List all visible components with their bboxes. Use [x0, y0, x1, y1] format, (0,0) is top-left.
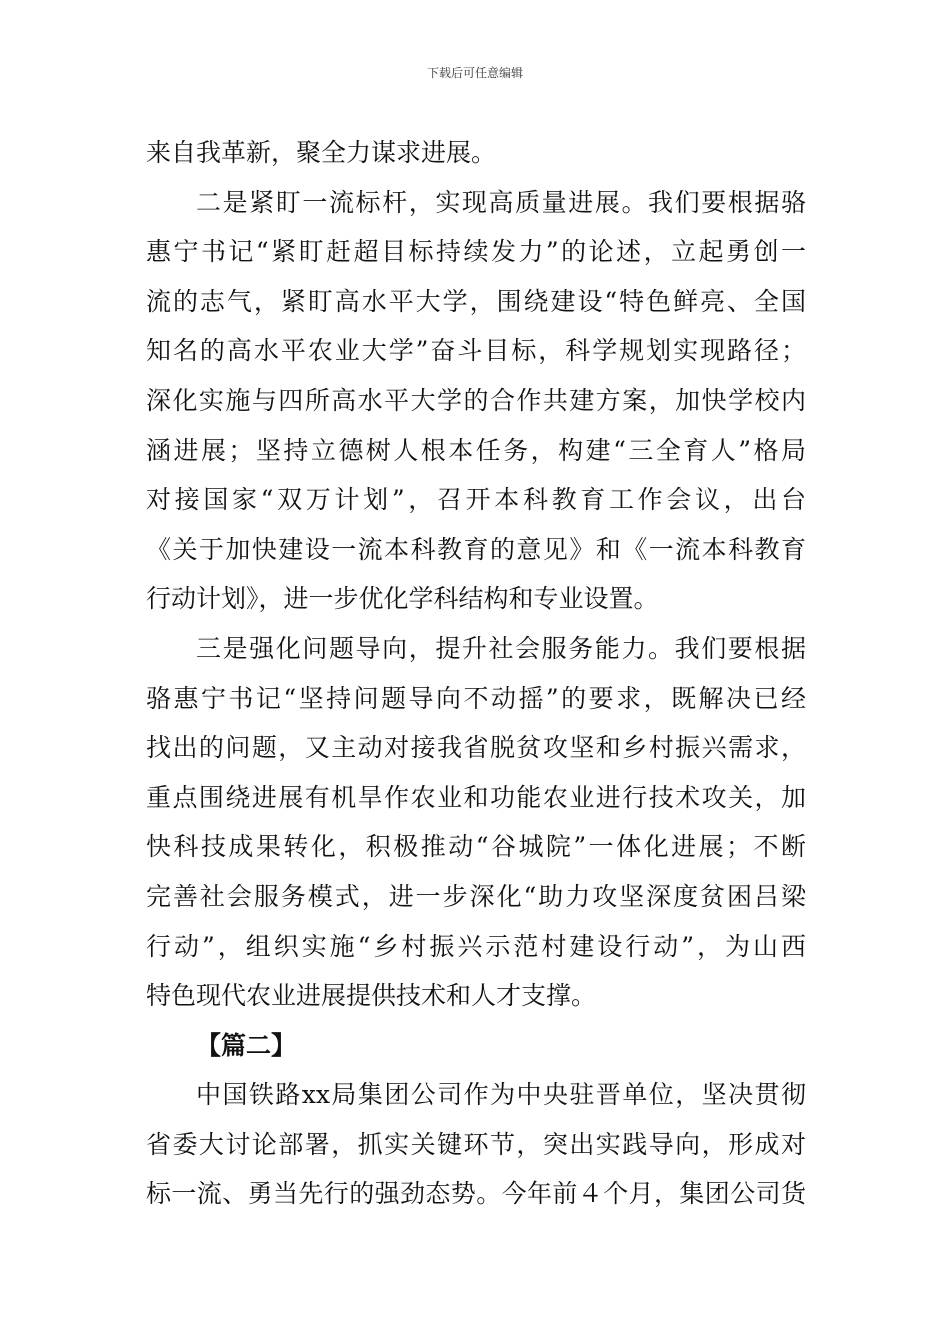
text-line: 骆惠宁书记“坚持问题导向不动摇”的要求，既解决已经: [146, 683, 806, 713]
text-line: 快科技成果转化，积极推动“谷城院”一体化进展；不断: [146, 832, 806, 862]
section-heading: [146, 1021, 806, 1071]
text-line: 来自我革新，聚全力谋求进展。: [146, 138, 497, 167]
paragraph-continuation: [146, 128, 806, 178]
text-line: 行动”，组织实施“乡村振兴示范村建设行动”，为山西: [146, 931, 806, 961]
text-line: 涵进展；坚持立德树人根本任务，构建“三全育人”格局: [146, 435, 806, 465]
page-header: 下载后可任意编辑: [426, 66, 523, 80]
text-line: 《关于加快建设一流本科教育的意见》和《一流本科教育: [146, 534, 806, 564]
text-line: 流的志气，紧盯高水平大学，围绕建设“特色鲜亮、全国: [146, 286, 806, 316]
text-line: 完善社会服务模式，进一步深化“助力攻坚深度贫困吕梁: [146, 881, 806, 911]
text-line: 知名的高水平农业大学”奋斗目标，科学规划实现路径；: [146, 336, 806, 366]
paragraph-two: [146, 178, 806, 624]
text-line: 惠宁书记“紧盯赶超目标持续发力”的论述，立起勇创一: [146, 237, 806, 267]
text-line: 深化实施与四所高水平大学的合作共建方案，加快学校内: [146, 385, 806, 415]
text-line: 二是紧盯一流标杆，实现高质量进展。我们要根据骆: [196, 187, 806, 217]
text-line: 重点围绕进展有机旱作农业和功能农业进行技术攻关，加: [146, 782, 806, 812]
text-line: 行动计划》，进一步优化学科结构和专业设置。: [146, 584, 659, 614]
text-line: 找出的问题，又主动对接我省脱贫攻坚和乡村振兴需求，: [146, 733, 806, 763]
section-heading-text: 【篇二】: [196, 1030, 297, 1060]
text-line: 三是强化问题导向，提升社会服务能力。我们要根据: [196, 633, 806, 663]
text-line: 特色现代农业进展提供技术和人才支撑。: [146, 981, 597, 1011]
document-body: [146, 128, 806, 1219]
text-line: 标一流、勇当先行的强劲态势。今年前４个月，集团公司货: [146, 1179, 806, 1209]
text-line: 对接国家“双万计划”，召开本科教育工作会议，出台: [146, 485, 806, 515]
paragraph-three: [146, 624, 806, 1021]
text-line: 中国铁路xx局集团公司作为中央驻晋单位，坚决贯彻: [196, 1080, 806, 1110]
paragraph-four: [146, 1070, 806, 1219]
text-line: 省委大讨论部署，抓实关键环节，突出实践导向，形成对: [146, 1129, 806, 1159]
